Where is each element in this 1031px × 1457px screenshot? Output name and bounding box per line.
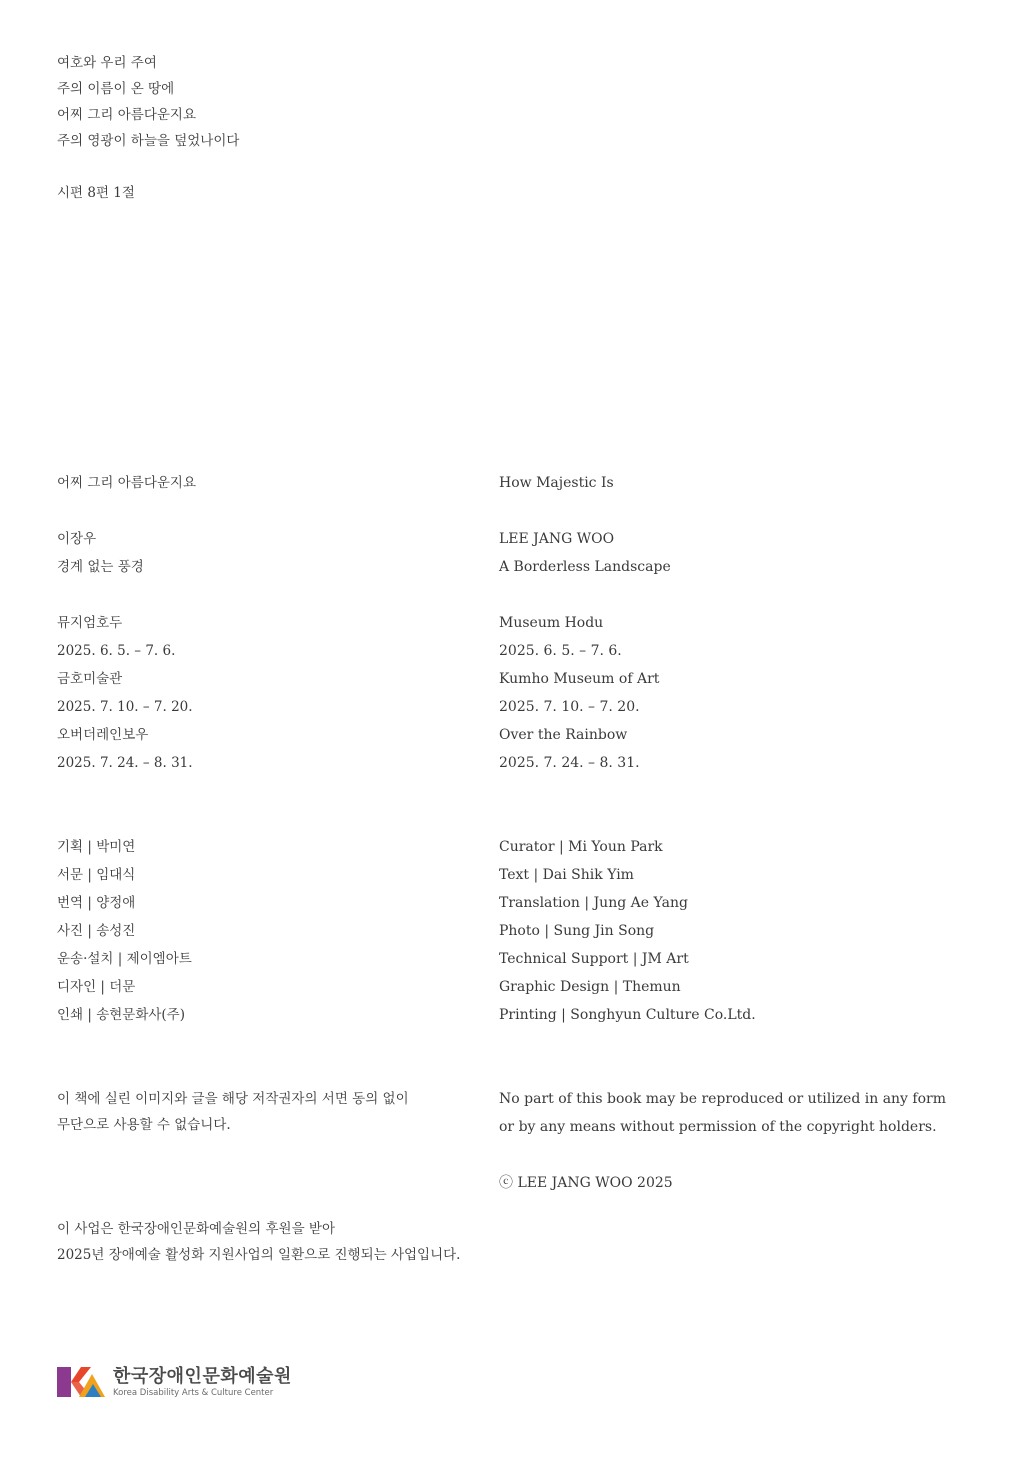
venue-ko-3: 오버더레인보우 [57, 727, 149, 743]
kdac-logo-mark [57, 1364, 105, 1400]
credit-en-4: Photo | Sung Jin Song [499, 923, 655, 939]
artist-ko: 이장우 [57, 531, 97, 547]
poem-citation: 시편 8편 1절 [57, 185, 135, 201]
poem-line-3: 어찌 그리 아름다운지요 [57, 107, 196, 123]
poem-line-2: 주의 이름이 온 땅에 [57, 81, 175, 97]
title-en: How Majestic Is [499, 475, 614, 491]
subtitle-ko: 경계 없는 풍경 [57, 559, 144, 575]
credit-ko-1: 기획 | 박미연 [57, 839, 136, 855]
credit-ko-5: 운송·설치 | 제이엠아트 [57, 951, 192, 967]
venue-ko-1: 뮤지엄호두 [57, 615, 123, 631]
credit-en-5: Technical Support | JM Art [499, 951, 689, 967]
credit-en-1: Curator | Mi Youn Park [499, 839, 663, 855]
logo-shape-red [71, 1367, 91, 1382]
venue-date-ko-2: 2025. 7. 10. – 7. 20. [57, 699, 193, 715]
credit-en-3: Translation | Jung Ae Yang [499, 895, 688, 911]
venue-en-2: Kumho Museum of Art [499, 671, 660, 687]
venue-date-ko-1: 2025. 6. 5. – 7. 6. [57, 643, 176, 659]
venue-en-1: Museum Hodu [499, 615, 604, 631]
logo-shape-purple [57, 1367, 71, 1397]
venue-date-en-2: 2025. 7. 10. – 7. 20. [499, 699, 640, 715]
poem-line-1: 여호와 우리 주여 [57, 55, 157, 71]
venue-date-en-1: 2025. 6. 5. – 7. 6. [499, 643, 622, 659]
venue-date-ko-3: 2025. 7. 24. – 8. 31. [57, 755, 193, 771]
kdac-logo-text [113, 1366, 292, 1399]
sponsor-ko-1: 이 사업은 한국장애인문화예술원의 후원을 받아 [57, 1221, 335, 1237]
credit-en-2: Text | Dai Shik Yim [499, 867, 634, 883]
credit-en-6: Graphic Design | Themun [499, 979, 681, 995]
credit-ko-7: 인쇄 | 송현문화사(주) [57, 1007, 185, 1023]
venue-ko-2: 금호미술관 [57, 671, 123, 687]
logo-name-en: Korea Disability Arts & Culture Center [113, 1387, 274, 1398]
credit-ko-3: 번역 | 양정애 [57, 895, 136, 911]
venue-en-3: Over the Rainbow [499, 727, 628, 743]
notice-ko-2: 무단으로 사용할 수 없습니다. [57, 1117, 231, 1133]
venue-date-en-3: 2025. 7. 24. – 8. 31. [499, 755, 640, 771]
kdac-logo [57, 1364, 292, 1400]
notice-en-2: or by any means without permission of the copyright holders. [499, 1119, 937, 1135]
credit-en-7: Printing | Songhyun Culture Co.Ltd. [499, 1007, 756, 1023]
poem-line-4: 주의 영광이 하늘을 덮었나이다 [57, 133, 240, 149]
sponsor-ko-2: 2025년 장애예술 활성화 지원사업의 일환으로 진행되는 사업입니다. [57, 1247, 461, 1263]
credit-ko-2: 서문 | 임대식 [57, 867, 136, 883]
credit-ko-6: 디자인 | 더문 [57, 979, 136, 995]
credit-ko-4: 사진 | 송성진 [57, 923, 136, 939]
title-ko: 어찌 그리 아름다운지요 [57, 475, 196, 491]
artist-en: LEE JANG WOO [499, 531, 615, 547]
notice-ko-1: 이 책에 실린 이미지와 글을 해당 저작권자의 서면 동의 없이 [57, 1091, 409, 1107]
notice-en-1: No part of this book may be reproduced or utilized in any form [499, 1091, 946, 1107]
logo-name-ko: 한국장애인문화예술원 [113, 1365, 292, 1387]
subtitle-en: A Borderless Landscape [499, 559, 671, 575]
copyright-en: ⓒ LEE JANG WOO 2025 [499, 1175, 673, 1191]
